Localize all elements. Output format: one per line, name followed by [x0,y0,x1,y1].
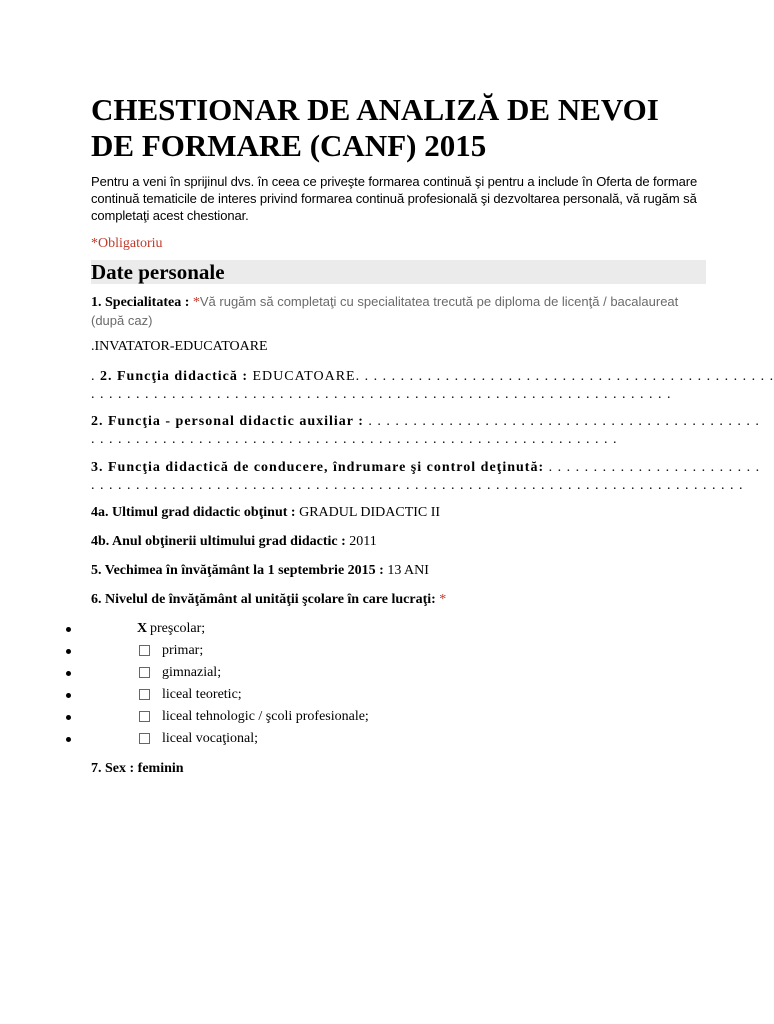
option-label: gimnazial; [162,665,222,680]
bullet-icon [66,627,71,632]
question-last-degree [91,504,706,522]
section-title: Date personale [91,260,225,284]
bullet-icon [66,671,71,676]
option-label: preşcolar; [150,621,206,636]
question-label: 7. Sex : [91,761,135,776]
option-label: liceal tehnologic / şcoli profesionale; [162,709,369,724]
question-seniority [91,562,706,580]
question-label: 3. Funcţia didactică de conducere, îndrumare şi control deţinută: [91,460,545,475]
checkbox-icon[interactable] [139,667,150,678]
page-title: CHESTIONAR DE ANALIZĂ DE NEVOI DE FORMARE (CANF) 2015 [91,92,659,163]
section-header [91,260,706,284]
checkbox-icon[interactable] [139,689,150,700]
bullet-icon [66,715,71,720]
question-label: 4a. Ultimul grad didactic obţinut : [91,505,296,520]
question-label: 2. Funcţia - personal didactic auxiliar : [91,414,364,429]
checkbox-icon[interactable] [139,645,150,656]
last-degree-answer[interactable]: GRADUL DIDACTIC II [299,505,441,520]
dotted-fill-line[interactable]: . . . . . . . . . . . . . . . . . . . . . . . . [548,460,761,475]
degree-year-answer[interactable]: 2011 [349,534,377,549]
question-label: 4b. Anul obţinerii ultimului grad didactic : [91,534,346,549]
didactic-function-answer[interactable]: EDUCATOARE. [252,369,361,384]
required-star: * [192,295,200,310]
intro-paragraph: Pentru a veni în sprijinul dvs. în ceea ce priveşte formarea continuă şi pentru a include în Oferta de formare continuă tematicile de interes privind formarea continuă profesională şi dezvoltarea personală, vă rugăm să completaţi acest chestionar. [91,174,698,223]
question-prefix: . [91,369,100,384]
question-management-function [91,459,761,495]
question-degree-year [91,533,706,551]
option-label: primar; [162,643,204,658]
bullet-icon [66,737,71,742]
dotted-fill-line: . . . . . . . . . . . . . . . . . . . . . . . . . . . . . . . . . . . . . . . . . . . . . . [364,369,774,384]
sex-answer[interactable]: feminin [137,761,184,776]
checked-mark: X [137,621,148,636]
question-label: 2. Funcţia didactică : [100,369,248,384]
required-star: * [439,592,447,607]
question-sex [91,760,706,778]
question-label: 6. Nivelul de învăţământ al unităţii şcolare în care lucraţi: [91,592,436,607]
checkbox-icon[interactable] [139,711,150,722]
bullet-icon [66,693,71,698]
question-specialty [91,293,706,331]
required-note: *Obligatoriu [91,236,163,251]
bullet-icon [66,649,71,654]
question-didactic-function [91,368,774,404]
question-label: 1. Specialitatea : [91,295,190,310]
checkbox-icon[interactable] [139,733,150,744]
question-helper-text: Vă rugăm să completaţi cu specialitatea trecută pe diploma de licenţă / bacalaureat (după caz) [91,294,679,328]
specialty-answer[interactable]: .INVATATOR-EDUCATOARE [91,339,268,354]
dotted-fill-line[interactable]: . . . . . . . . . . . . . . . . . . . . . . . . . . . . . . . . . . . . . . . . . . . . [368,414,760,429]
question-education-level [91,591,706,609]
dotted-fill-line[interactable]: . . . . . . . . . . . . . . . . . . . . . . . . . . . . . . . . . . . . . . . . . . . . . . . . . . . . . . . . . . . . . . . . . . . . . . . . . [91,478,744,493]
question-label: 5. Vechimea în învăţământ la 1 septembrie 2015 : [91,563,384,578]
option-label: liceal vocaţional; [162,731,259,746]
option-label: liceal teoretic; [162,687,242,702]
seniority-answer[interactable]: 13 ANI [387,563,429,578]
question-auxiliary-staff [91,413,760,449]
dotted-fill-line[interactable]: . . . . . . . . . . . . . . . . . . . . . . . . . . . . . . . . . . . . . . . . . . . . . . . . . . . . . . . . . . . [91,432,618,447]
dotted-fill-line: . . . . . . . . . . . . . . . . . . . . . . . . . . . . . . . . . . . . . . . . . . . . . . . . . . . . . . . . . . . . . . . . . [91,387,672,402]
